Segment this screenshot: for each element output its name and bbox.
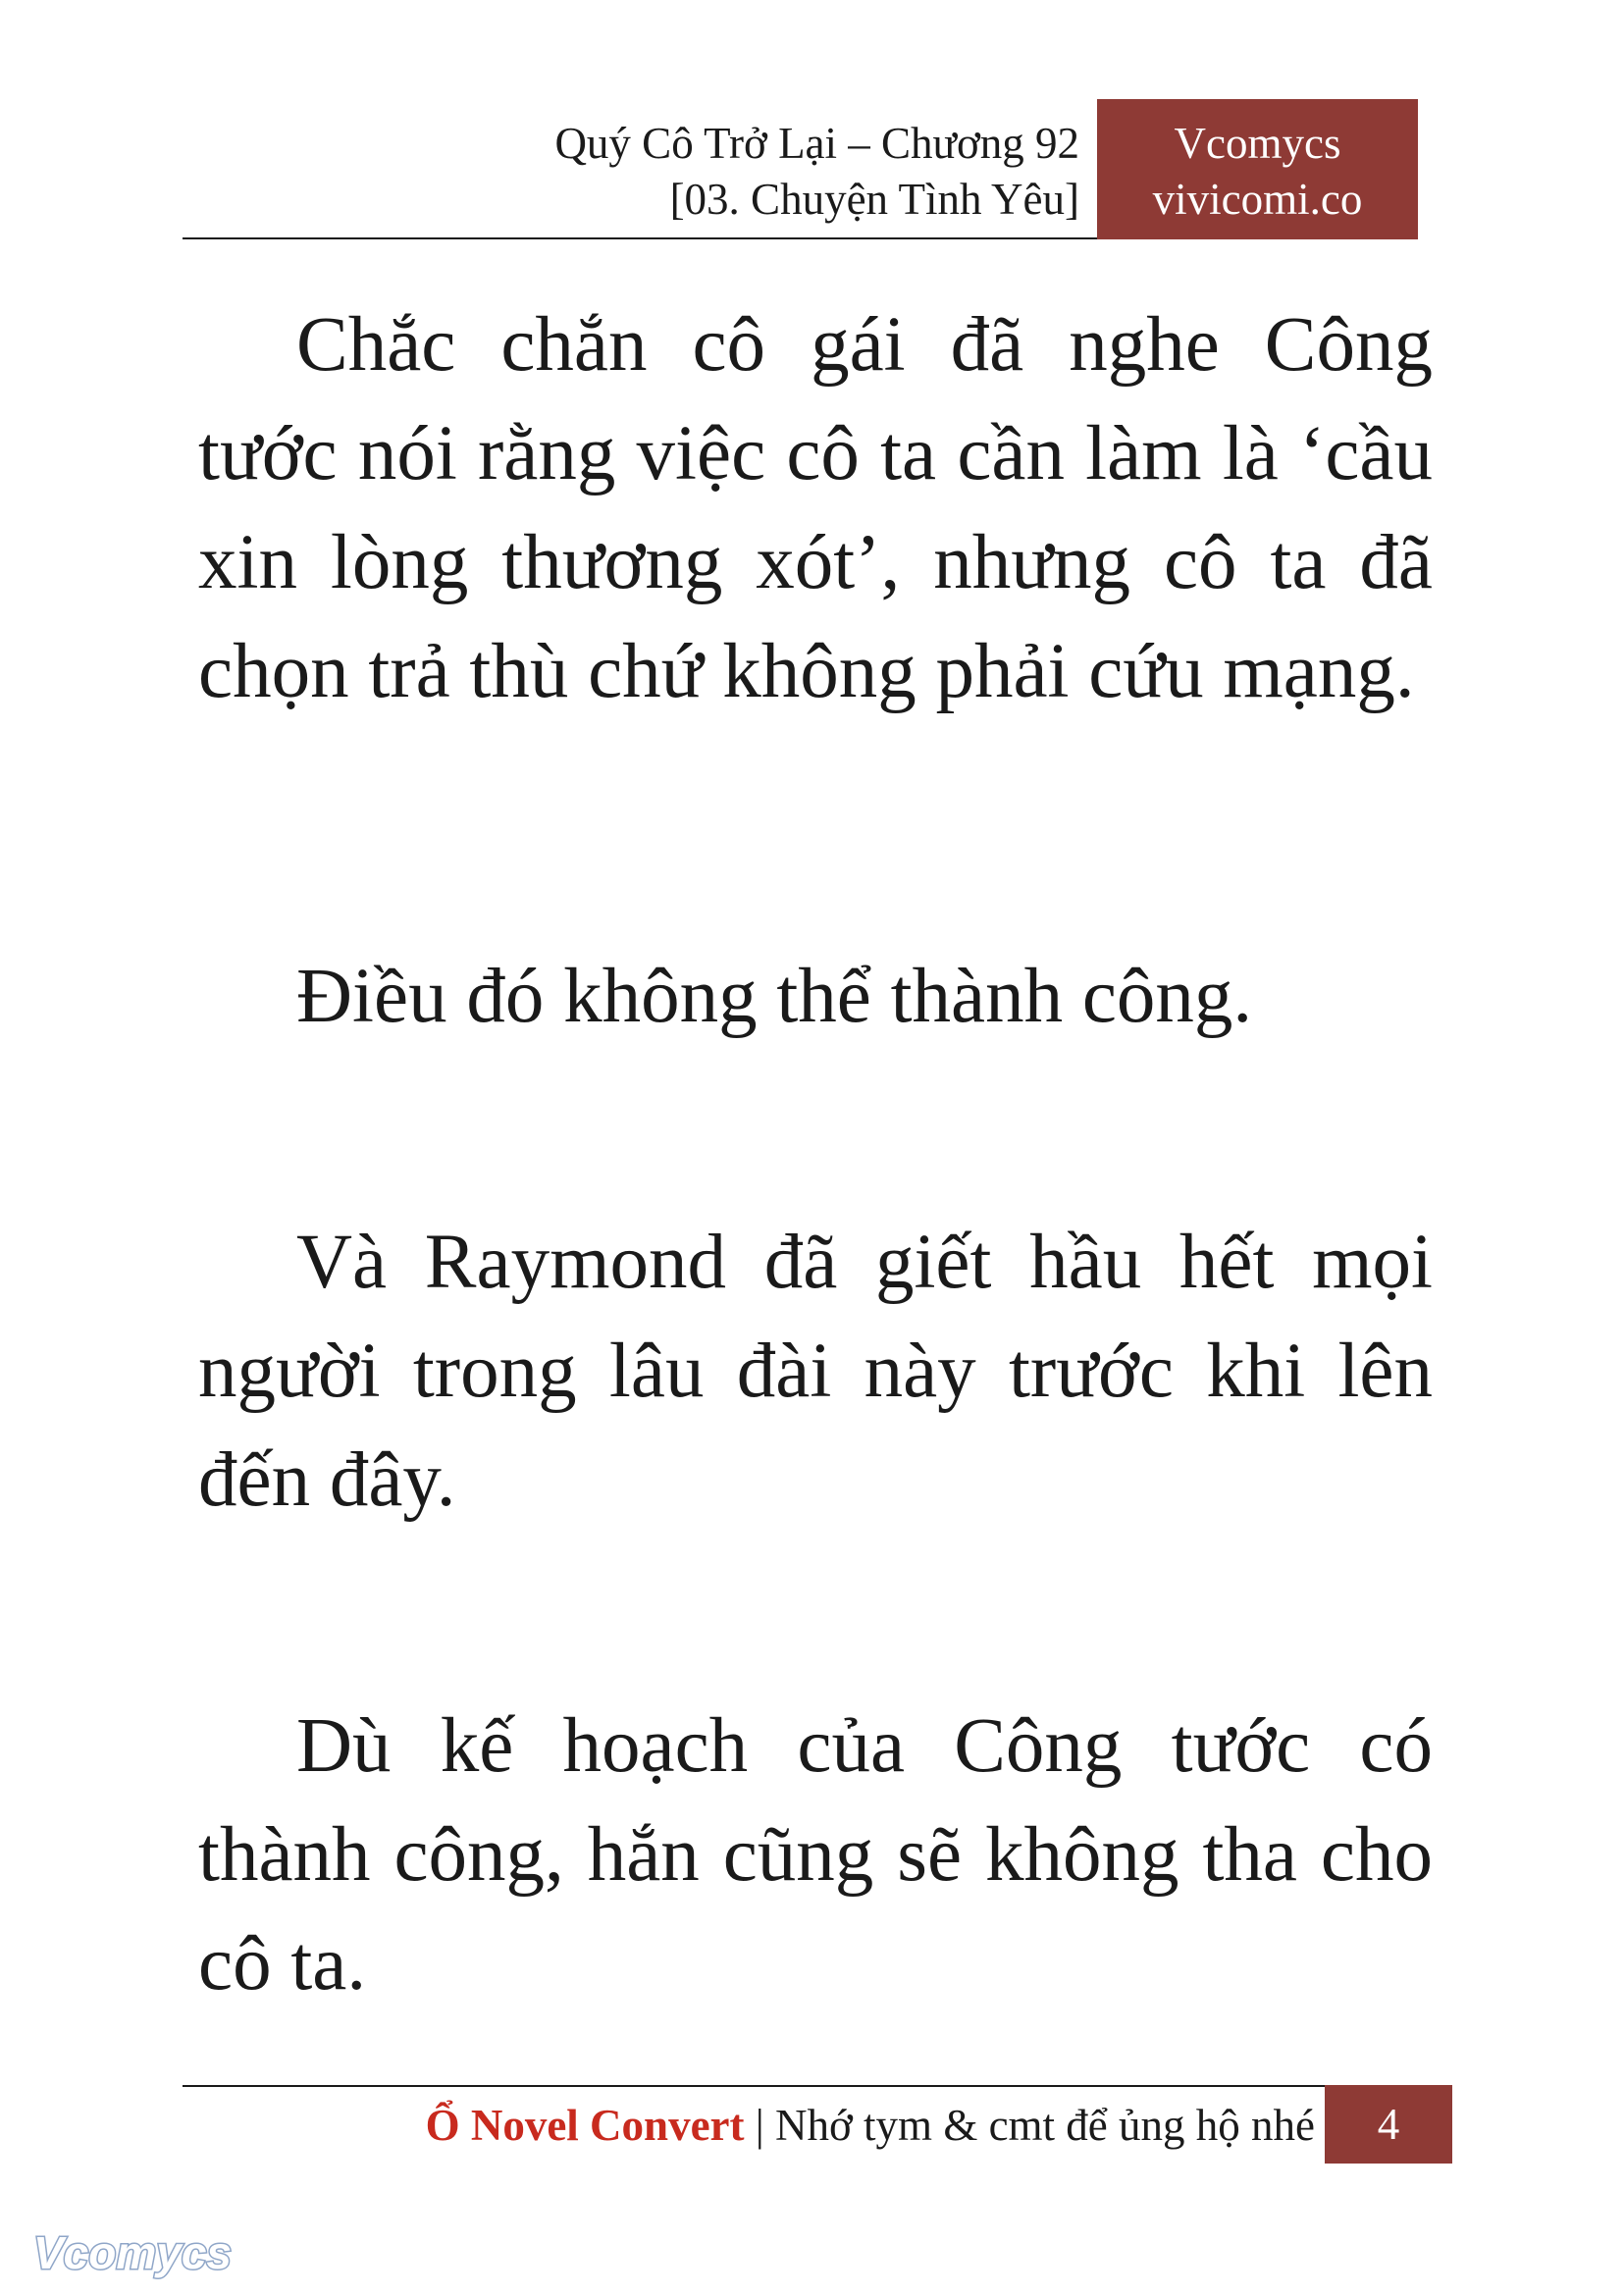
brand-name: Vcomycs: [1174, 119, 1341, 168]
page-footer: [196, 2097, 1315, 2154]
chapter-subtitle: [03. Chuyện Tình Yêu]: [669, 175, 1079, 224]
header-divider: [183, 237, 1097, 239]
brand-site: vivicomi.co: [1152, 175, 1363, 224]
vcomycs-watermark-logo: [29, 2219, 265, 2288]
footer-brand: Ổ Novel Convert: [425, 2101, 745, 2150]
paragraph-3: Và Raymond đã giết hầu hết mọi người trong lâu đài này trước khi lên đến đây.: [198, 1220, 1433, 1523]
paragraph-2: Điều đó không thể thành công.: [296, 954, 1253, 1039]
brand-badge: [1097, 99, 1418, 239]
chapter-header: [393, 116, 1079, 228]
footer-note: Nhớ tym & cmt để ủng hộ nhé: [775, 2101, 1315, 2150]
paragraph-4: Dù kế hoạch của Công tước có thành công, hắn cũng sẽ không tha cho cô ta.: [198, 1703, 1433, 2007]
paragraph-1: Chắc chắn cô gái đã nghe Công tước nói rằng việc cô ta cần làm là ‘cầu xin lòng thương xót’, nhưng cô ta đã chọn trả thù chứ không phải cứu mạng.: [198, 302, 1433, 714]
page-number: 4: [1325, 2085, 1452, 2164]
footer-divider: [183, 2085, 1325, 2087]
page-body: [198, 290, 1433, 2018]
chapter-title: Quý Cô Trở Lại – Chương 92: [554, 119, 1079, 168]
svg-text:Vcomycs: Vcomycs: [33, 2227, 233, 2278]
footer-separator: |: [755, 2101, 764, 2150]
